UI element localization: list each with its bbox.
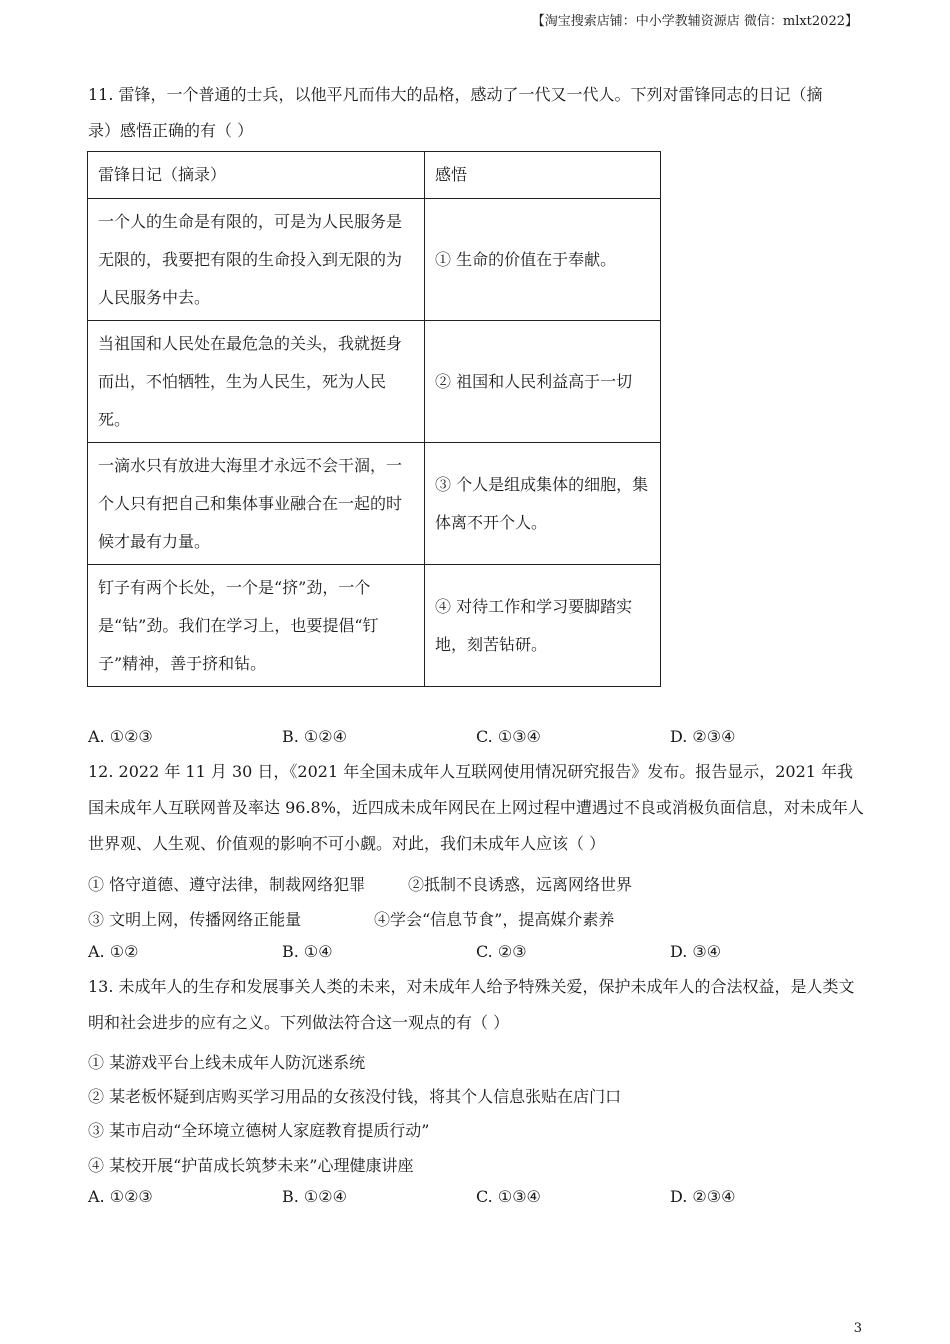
statement-2: ②抵制不良诱惑，远离网络世界 xyxy=(408,875,633,894)
q11-stem-line2: 录）感悟正确的有（ ） xyxy=(88,121,254,140)
insight-cell: ③ 个人是组成集体的细胞，集体离不开个人。 xyxy=(425,443,661,565)
option-c[interactable]: C. ①③④ xyxy=(476,727,541,746)
option-c[interactable]: C. ②③ xyxy=(476,942,527,961)
q13-statement-2: ② 某老板怀疑到店购买学习用品的女孩没付钱，将其个人信息张贴在店门口 xyxy=(88,1087,622,1106)
q12-statements-row1 xyxy=(88,872,633,895)
table-row xyxy=(88,321,661,443)
q13-statement-3: ③ 某市启动“全环境立德树人家庭教育提质行动” xyxy=(88,1121,430,1140)
statement-4: ④学会“信息节食”，提高媒介素养 xyxy=(374,910,615,929)
page-number: 3 xyxy=(853,1321,862,1336)
q12-statements-row2 xyxy=(88,907,615,930)
option-d[interactable]: D. ②③④ xyxy=(670,727,736,746)
q13-stem: 13. 未成年人的生存和发展事关人类的未来，对未成年人给予特殊关爱，保护未成年人的合法权益，是人类文明和社会进步的应有之义。下列做法符合这一观点的有（ ） xyxy=(88,977,855,1032)
option-a[interactable]: A. ①②③ xyxy=(88,727,153,746)
q13-statement-1: ① 某游戏平台上线未成年人防沉迷系统 xyxy=(88,1053,366,1072)
table-header-insight: 感悟 xyxy=(425,152,661,199)
table-row xyxy=(88,565,661,687)
option-b[interactable]: B. ①②④ xyxy=(282,1187,347,1206)
table-header-diary: 雷锋日记（摘录） xyxy=(88,152,425,199)
insight-cell: ④ 对待工作和学习要脚踏实地，刻苦钻研。 xyxy=(425,565,661,687)
statement-3: ③ 文明上网，传播网络正能量 xyxy=(88,910,302,929)
insight-cell: ① 生命的价值在于奉献。 xyxy=(425,199,661,321)
option-a[interactable]: A. ①② xyxy=(88,942,139,961)
q12-options xyxy=(88,942,888,966)
option-b[interactable]: B. ①②④ xyxy=(282,727,347,746)
q12-stem: 12. 2022 年 11 月 30 日，《2021 年全国未成年人互联网使用情况研究报告》发布。报告显示，2021 年我国未成年人互联网普及率达 96.8%，近四成未成年网民在上网过程中遭遇过不良或消极负面信息，对未成年人世界观、人生观、价值观的影响不可小觑。对此，我们未成年人应该（ ） xyxy=(88,762,864,853)
option-c[interactable]: C. ①③④ xyxy=(476,1187,541,1206)
option-d[interactable]: D. ②③④ xyxy=(670,1187,736,1206)
statement-1: ① 恪守道德、遵守法律，制裁网络犯罪 xyxy=(88,875,366,894)
q11-stem-line1: 11. 雷锋，一个普通的士兵，以他平凡而伟大的品格，感动了一代又一代人。下列对雷锋同志的日记（摘 xyxy=(88,85,823,104)
option-d[interactable]: D. ③④ xyxy=(670,942,722,961)
q13-options xyxy=(88,1187,888,1211)
insight-cell: ② 祖国和人民利益高于一切 xyxy=(425,321,661,443)
q11-options xyxy=(88,727,888,751)
option-a[interactable]: A. ①②③ xyxy=(88,1187,153,1206)
table-row xyxy=(88,199,661,321)
diary-cell: 一个人的生命是有限的，可是为人民服务是无限的，我要把有限的生命投入到无限的为人民服务中去。 xyxy=(88,199,425,321)
diary-cell: 当祖国和人民处在最危急的关头，我就挺身而出，不怕牺牲，生为人民生，死为人民死。 xyxy=(88,321,425,443)
option-b[interactable]: B. ①④ xyxy=(282,942,333,961)
header-note: 【淘宝搜索店铺：中小学教辅资源店 微信：mlxt2022】 xyxy=(531,14,858,29)
table-row xyxy=(88,443,661,565)
diary-cell: 钉子有两个长处，一个是“挤”劲，一个是“钻”劲。我们在学习上，也要提倡“钉子”精神，善于挤和钻。 xyxy=(88,565,425,687)
q13-statement-4: ④ 某校开展“护苗成长筑梦未来”心理健康讲座 xyxy=(88,1156,414,1175)
q11-diary-table xyxy=(87,151,661,687)
diary-cell: 一滴水只有放进大海里才永远不会干涸，一个人只有把自己和集体事业融合在一起的时候才最有力量。 xyxy=(88,443,425,565)
